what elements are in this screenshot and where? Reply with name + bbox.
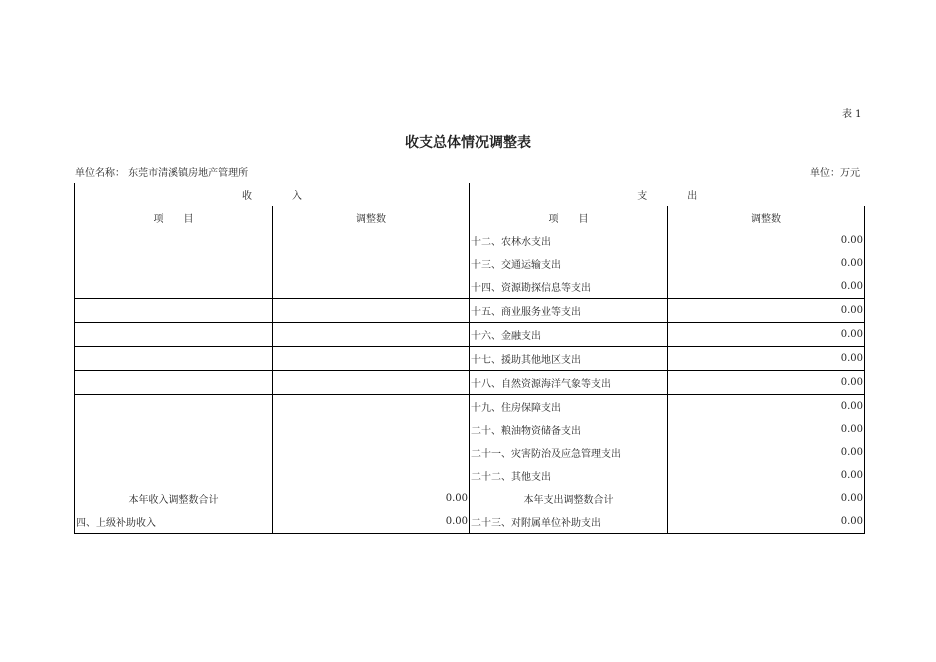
income-value: [273, 229, 470, 252]
expense-item: 十四、资源勘探信息等支出: [470, 275, 668, 299]
income-value: [273, 275, 470, 299]
expense-value: 0.00: [668, 323, 865, 347]
table-row: [75, 275, 865, 299]
expense-value: 0.00: [668, 275, 865, 299]
expense-value: 0.00: [668, 229, 865, 252]
expense-value: 0.00: [668, 487, 865, 510]
income-header: 收 入: [75, 183, 470, 206]
expense-item: 十六、金融支出: [470, 323, 668, 347]
income-value: 0.00: [273, 487, 470, 510]
income-item: [75, 229, 273, 252]
unit-name: 单位名称： 东莞市清溪镇房地产管理所: [75, 168, 249, 179]
income-item-header: 项 目: [75, 206, 273, 229]
expense-value: 0.00: [668, 510, 865, 534]
expense-item-header: 项 目: [470, 206, 668, 229]
income-item: [75, 299, 273, 323]
table-row: [75, 347, 865, 371]
income-item: [75, 275, 273, 299]
expense-value: 0.00: [668, 464, 865, 487]
table-row: [75, 395, 865, 419]
table-row: [75, 299, 865, 323]
table-number: 表 1: [842, 109, 862, 120]
unit-label: 单位：万元: [810, 168, 860, 179]
income-item: [75, 464, 273, 487]
expense-item: 十七、援助其他地区支出: [470, 347, 668, 371]
expense-adjust-header: 调整数: [668, 206, 865, 229]
table-row: [75, 510, 865, 534]
income-value: [273, 395, 470, 419]
income-item: 四、上级补助收入: [75, 510, 273, 534]
expense-item: 二十二、其他支出: [470, 464, 668, 487]
expense-item: 二十一、灾害防治及应急管理支出: [470, 441, 668, 464]
expense-item: 十五、商业服务业等支出: [470, 299, 668, 323]
expense-item: 十九、住房保障支出: [470, 395, 668, 419]
expense-value: 0.00: [668, 395, 865, 419]
expense-value: 0.00: [668, 371, 865, 395]
table-row: [75, 464, 865, 487]
header-row-2: [75, 206, 865, 229]
income-item: 本年收入调整数合计: [75, 487, 273, 510]
income-value: [273, 323, 470, 347]
income-value: [273, 418, 470, 441]
header-row-1: [75, 183, 865, 206]
income-item: [75, 252, 273, 275]
income-item: [75, 395, 273, 419]
income-value: [273, 299, 470, 323]
income-value: 0.00: [273, 510, 470, 534]
income-adjust-header: 调整数: [273, 206, 470, 229]
table-row: [75, 252, 865, 275]
expense-item: 二十三、对附属单位补助支出: [470, 510, 668, 534]
table-row: [75, 418, 865, 441]
expense-item: 十三、交通运输支出: [470, 252, 668, 275]
expense-value: 0.00: [668, 347, 865, 371]
income-value: [273, 371, 470, 395]
budget-table: [74, 183, 865, 534]
income-value: [273, 252, 470, 275]
page-title: 收支总体情况调整表: [405, 135, 531, 151]
income-value: [273, 347, 470, 371]
income-item: [75, 371, 273, 395]
expense-item: 二十、粮油物资储备支出: [470, 418, 668, 441]
income-item: [75, 441, 273, 464]
expense-value: 0.00: [668, 299, 865, 323]
income-item: [75, 347, 273, 371]
expense-header: 支 出: [470, 183, 865, 206]
expense-value: 0.00: [668, 441, 865, 464]
table-row: [75, 371, 865, 395]
table-row: [75, 323, 865, 347]
expense-item: 十八、自然资源海洋气象等支出: [470, 371, 668, 395]
table-row: [75, 229, 865, 252]
income-item: [75, 418, 273, 441]
income-value: [273, 464, 470, 487]
income-item: [75, 323, 273, 347]
table-row: [75, 487, 865, 510]
expense-value: 0.00: [668, 418, 865, 441]
expense-item: 十二、农林水支出: [470, 229, 668, 252]
expense-item: 本年支出调整数合计: [470, 487, 668, 510]
expense-value: 0.00: [668, 252, 865, 275]
income-value: [273, 441, 470, 464]
table-row: [75, 441, 865, 464]
